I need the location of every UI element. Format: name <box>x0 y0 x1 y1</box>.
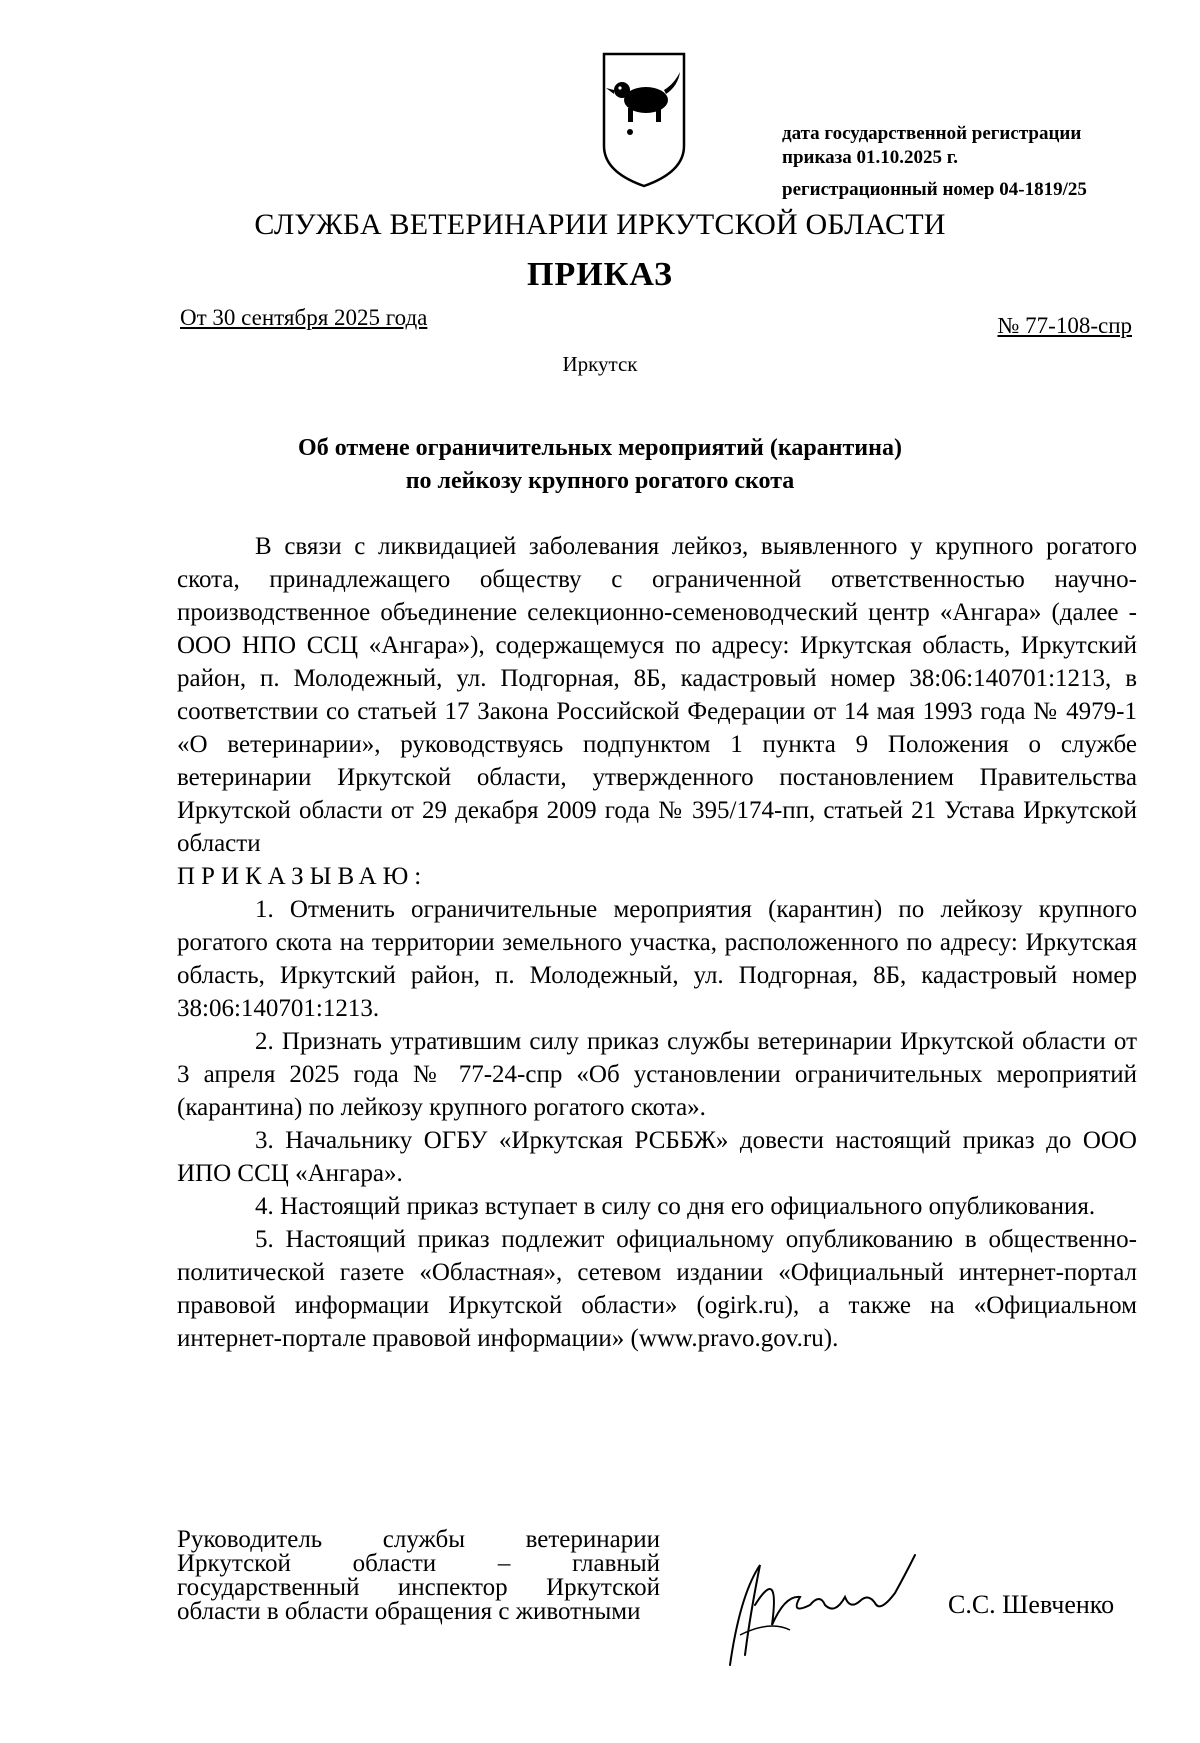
subject-line-2: по лейкозу крупного рогатого скота <box>405 468 795 494</box>
order-item-2: 2. Признать утратившим силу приказ службы ветеринарии Иркутской области от 3 апреля 2025 года № 77-24-спр «Об установлении ограничительных мероприятий (карантина) по лейкозу крупного рогатого скота». <box>177 1028 1137 1121</box>
registration-date-label: дата государственной регистрации <box>782 123 1082 144</box>
registration-date-value: приказа 01.10.2025 г. <box>782 147 958 168</box>
order-item-4: 4. Настоящий приказ вступает в силу со дня его официального опубликования. <box>255 1193 1096 1220</box>
handwritten-signature-icon <box>710 1535 950 1675</box>
order-item-5: 5. Настоящий приказ подлежит официальному опубликованию в общественно-политической газете «Областная», сетевом издании «Официальный интернет-портал правовой информации Иркутской области» (ogirk.ru), а также на «Официальном интернет-портале правовой информации» (www.pravo.gov.ru). <box>177 1226 1137 1352</box>
signer-name: С.С. Шевченко <box>948 1590 1115 1619</box>
subject-line-1: Об отмене ограничительных мероприятий (карантина) <box>298 435 902 461</box>
order-item-3: 3. Начальнику ОГБУ «Иркутская РСББЖ» довести настоящий приказ до ООО ИПО ССЦ «Ангара». <box>177 1127 1137 1187</box>
preamble: В связи с ликвидацией заболевания лейкоз, выявленного у крупного рогатого скота, принадлежащего обществу с ограниченной ответственностью научно-производственное объединение селекционно-семеноводческий центр «Ангара» (далее - ООО НПО ССЦ «Ангара»), содержащемуся по адресу: Иркутская область, Иркутский район, п. Молодежный, ул. Подгорная, 8Б, кадастровый номер 38:06:140701:1213, в соответствии со статьей 17 Закона Российской Федерации от 14 мая 1993 года № 4979-1 «О ветеринарии», руководствуясь подпунктом 1 пункта 9 Положения о службе ветеринарии Иркутской области, утвержденного постановлением Правительства Иркутской области от 29 декабря 2009 года № 395/174-пп, статьей 21 Устава Иркутской области <box>177 533 1137 857</box>
order-number: № 77-108-спр <box>997 313 1132 338</box>
order-item-1: 1. Отменить ограничительные мероприятия (карантин) по лейкозу крупного рогатого скота на территории земельного участка, расположенного по адресу: Иркутская область, Иркутский район, п. Молодежный, ул. Подгорная, 8Б, кадастровый номер 38:06:140701:1213. <box>177 896 1137 1022</box>
prikazyvayu: ПРИКАЗЫВАЮ: <box>177 863 428 890</box>
order-body <box>177 530 1137 1355</box>
document-type: ПРИКАЗ <box>527 256 673 293</box>
signer-position: Руководитель службы ветеринарии Иркутской области – главный государственный инспектор Иркутской области в области обращения с животными <box>177 1526 660 1625</box>
registration-number: регистрационный номер 04-1819/25 <box>782 179 1087 200</box>
order-subject <box>0 432 1200 498</box>
order-date: От 30 сентября 2025 года <box>180 305 428 330</box>
agency-name: СЛУЖБА ВЕТЕРИНАРИИ ИРКУТСКОЙ ОБЛАСТИ <box>254 208 946 241</box>
city: Иркутск <box>562 352 638 376</box>
coat-of-arms-icon <box>600 50 688 190</box>
